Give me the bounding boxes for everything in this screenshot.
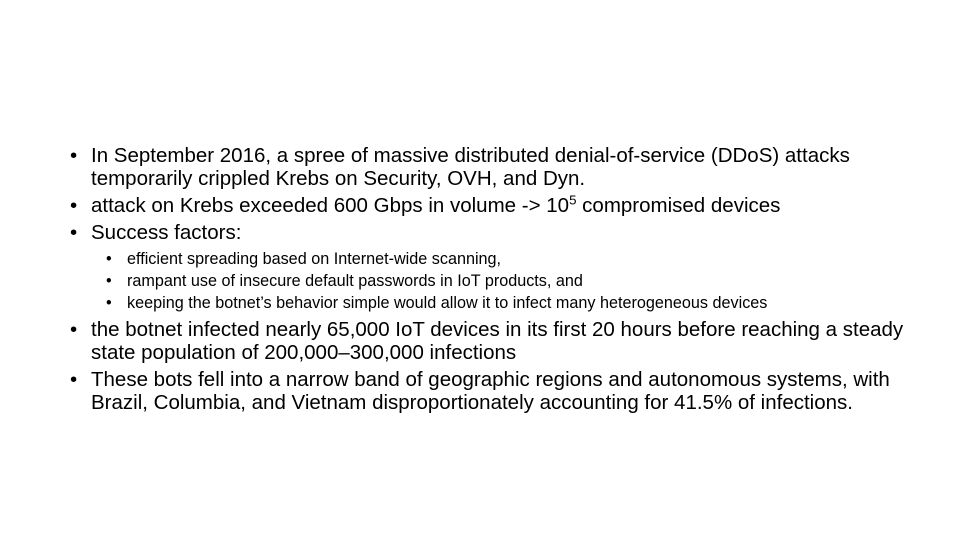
bullet-item-infection-count — [70, 318, 910, 364]
sub-bullet-text: efficient spreading based on Internet-wide scanning, — [127, 250, 502, 268]
sub-bullet-text: rampant use of insecure default passwords in IoT products, and — [127, 272, 583, 290]
slide-body — [70, 144, 910, 414]
bullet-text-part: attack on Krebs exceeded 600 Gbps in volume -> 10 — [91, 194, 570, 217]
bullet-icon: • — [70, 318, 78, 341]
bullet-icon: • — [106, 294, 112, 312]
bullet-icon: • — [106, 250, 112, 268]
bullet-icon: • — [106, 272, 112, 290]
superscript-exponent: 5 — [569, 192, 577, 208]
bullet-icon: • — [70, 368, 78, 391]
bullet-text: These bots fell into a narrow band of geographic regions and autonomous systems, with Brazil, Columbia, and Vietnam disproportionately accounting for 41.5% of infections. — [91, 368, 890, 414]
bullet-text-part: compromised devices — [576, 194, 781, 217]
bullet-item-success-factors — [70, 221, 910, 312]
bullet-text: the botnet infected nearly 65,000 IoT devices in its first 20 hours before reaching a steady state population of 200,000–300,000 infections — [91, 318, 904, 364]
bullet-icon: • — [70, 144, 78, 167]
sub-bullet-item — [106, 250, 910, 268]
bullet-text: Success factors: — [91, 221, 242, 244]
bullet-text: In September 2016, a spree of massive distributed denial-of-service (DDoS) attacks temporarily crippled Krebs on Security, OVH, and Dyn. — [91, 144, 850, 190]
sub-bullet-text: keeping the botnet’s behavior simple would allow it to infect many heterogeneous devices — [127, 294, 768, 312]
bullet-item-geography — [70, 368, 910, 414]
sub-bullet-item — [106, 272, 910, 290]
sub-bullet-list — [106, 250, 910, 312]
bullet-list — [70, 144, 910, 414]
bullet-text — [91, 194, 780, 217]
bullet-icon: • — [70, 194, 78, 217]
bullet-icon: • — [70, 221, 78, 244]
bullet-item-ddos-spree — [70, 144, 910, 190]
bullet-item-krebs-attack — [70, 194, 910, 217]
sub-bullet-item — [106, 294, 910, 312]
